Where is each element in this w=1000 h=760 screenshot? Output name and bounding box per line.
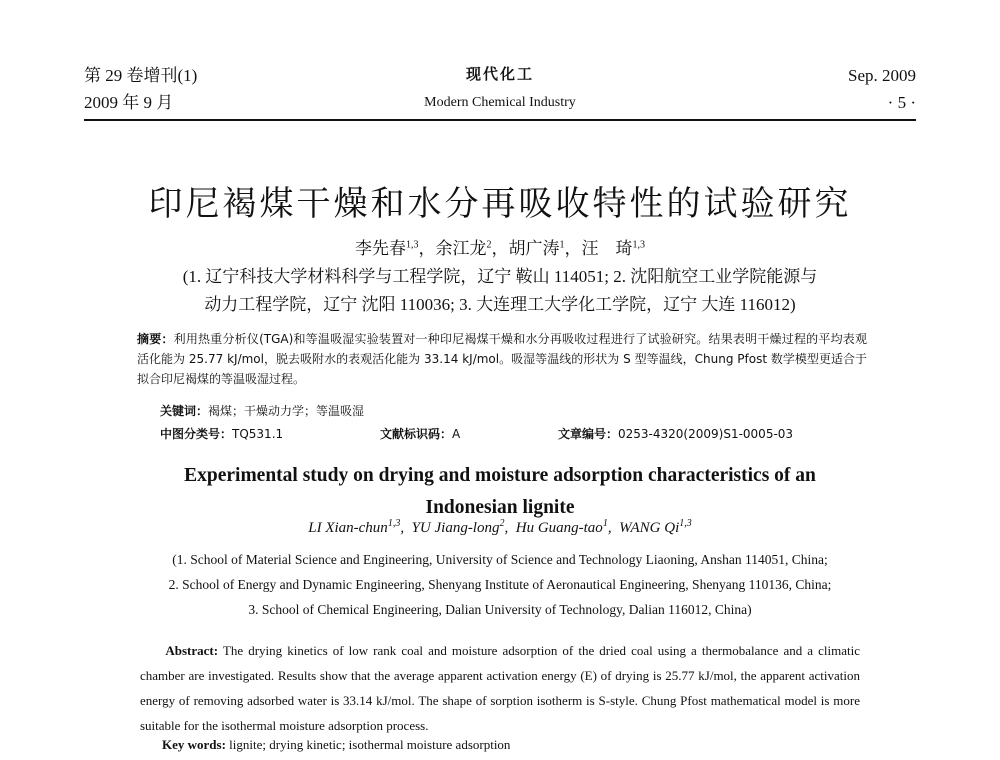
author-sup: 1,3 [387, 518, 401, 529]
keywords-cn-label: 关键词： [160, 404, 209, 418]
keywords-cn-text: 褐煤；干燥动力学；等温吸湿 [208, 404, 365, 418]
affiliation-en-line: (1. School of Material Science and Engineering, University of Science and Technology Liaoning, Anshan 114051, China; [172, 552, 828, 567]
author-en: Hu Guang-tao [515, 520, 603, 536]
keywords-en [162, 737, 510, 753]
article-id-label: 文章编号： [558, 427, 619, 441]
header-center [80, 62, 920, 116]
author-en: LI Xian-chun [308, 520, 388, 536]
doc-code-field [380, 425, 460, 442]
affiliation-en-line: 3. School of Chemical Engineering, Dalian University of Technology, Dalian 116012, China) [248, 602, 752, 617]
title-en [0, 460, 1000, 524]
affiliation-en-line: 2. School of Energy and Dynamic Engineering, Shenyang Institute of Aeronautical Engineering, Shenyang 110136, China; [168, 577, 832, 592]
author-cn: 胡广涛 [508, 239, 560, 258]
title-en-line: Experimental study on drying and moisture adsorption characteristics of an [184, 465, 816, 486]
abstract-en-label: Abstract: [165, 643, 219, 658]
author-sup: 2 [486, 239, 492, 251]
author-en: WANG Qi [619, 520, 680, 536]
abstract-en [140, 638, 860, 738]
author-cn: 余江龙 [435, 239, 487, 258]
date-en: Sep. 2009 [848, 66, 916, 85]
author-sup: 1,3 [632, 239, 645, 251]
abstract-cn-label: 摘要： [137, 332, 174, 346]
header-right [848, 62, 916, 116]
running-header [80, 62, 920, 120]
clc-field [160, 425, 283, 442]
author-cn: 李先春 [355, 239, 406, 258]
doc-code-label: 文献标识码： [380, 427, 453, 441]
volume-info: 第 29 卷增刊(1) [84, 66, 198, 85]
affiliation-cn-line: (1. 辽宁科技大学材料科学与工程学院，辽宁 鞍山 114051; 2. 沈阳航空工业学院能源与 [182, 267, 818, 286]
journal-title-cn: 现代化工 [465, 67, 534, 83]
clc-label: 中图分类号： [160, 427, 233, 441]
abstract-cn-text: 利用热重分析仪(TGA)和等温吸湿实验装置对一种印尼褐煤干燥和水分再吸收过程进行了试验研究。结果表明干燥过程的平均表观活化能为 25.77 kJ/mol，脱去吸附水的表观活化能为 33.14 kJ/mol。吸湿等温线的形状为 S 型等温线，Chung Pfost 数学模型更适合于拟合印尼褐煤的等温吸湿过程。 [137, 332, 867, 386]
header-rule [84, 119, 916, 121]
keywords-en-label: Key words: [162, 737, 226, 752]
title-cn: 印尼褐煤干燥和水分再吸收特性的试验研究 [148, 184, 852, 224]
author-sup: 1,3 [679, 518, 692, 529]
article-id-field [558, 425, 793, 442]
authors-en: LI Xian-chun$^{1,3}$, YU Jiang-long$^2$, Hu Guang-tao$^1$, WANG Qi$^{1,3}$ [308, 518, 692, 536]
title-en-line: Indonesian lignite [425, 497, 575, 518]
keywords-en-text: lignite; drying kinetic; isothermal moisture adsorption [229, 737, 511, 752]
author-sup: 1 [559, 239, 565, 251]
authors-cn: 李先春$^{1,3}$，余江龙$^2$，胡广涛$^1$，汪 琦$^{1,3}$ [355, 239, 645, 258]
journal-title-en: Modern Chemical Industry [424, 95, 576, 110]
author-sup: 1 [602, 518, 608, 529]
page-number: · 5 · [887, 93, 916, 112]
date-cn: 2009 年 9 月 [84, 93, 174, 112]
article-id-value: 0253-4320(2009)S1-0005-03 [618, 427, 794, 441]
keywords-cn [160, 402, 364, 419]
clc-value: TQ531.1 [232, 427, 284, 441]
author-cn: 汪 琦 [581, 239, 633, 258]
abstract-cn [137, 329, 867, 389]
doc-code-value: A [452, 427, 461, 441]
author-sup: 1,3 [406, 239, 419, 251]
author-en: YU Jiang-long [411, 520, 500, 536]
abstract-en-text: The drying kinetics of low rank coal and moisture adsorption of the dried coal using a thermobalance and a climatic chamber are investigated. Results show that the average apparent activation energy (E) of drying is 25.77 kJ/mol, the apparent activation energy of removing adsorbed water is 33.14 kJ/mol. The shape of sorption isotherm is S-style. Chung Pfost mathematical model is more suitable for the isothermal moisture adsorption process. [140, 643, 861, 733]
affiliation-cn-line: 动力工程学院，辽宁 沈阳 110036; 3. 大连理工大学化工学院，辽宁 大连 116012) [204, 295, 796, 314]
author-sup: 2 [499, 518, 505, 529]
